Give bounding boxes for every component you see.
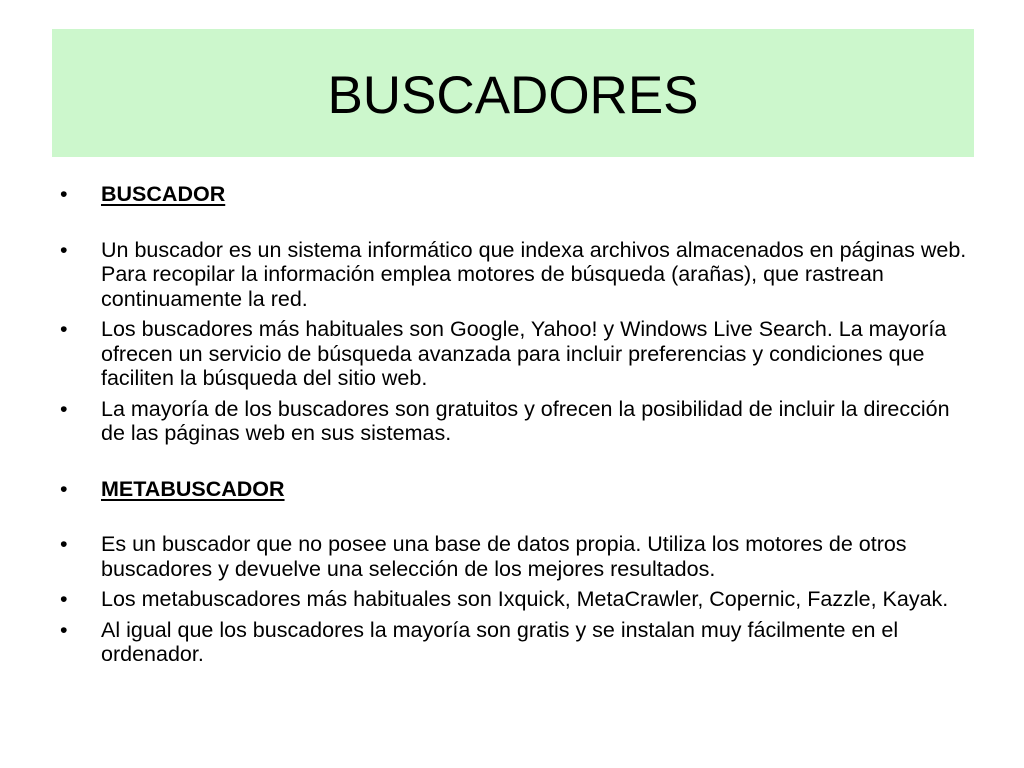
bullet-item: • Es un buscador que no posee una base de datos propia. Utiliza los motores de otros buscadores y devuelve una selección de los mejores resultados. bbox=[60, 532, 970, 581]
slide-body bbox=[60, 182, 970, 667]
section-heading-text: METABUSCADOR bbox=[101, 476, 285, 501]
section-heading-buscador bbox=[60, 182, 970, 207]
section-heading-metabuscador bbox=[60, 477, 970, 502]
bullet-item: • Los metabuscadores más habituales son Ixquick, MetaCrawler, Copernic, Fazzle, Kayak. bbox=[60, 587, 970, 612]
bullet-item: • Un buscador es un sistema informático que indexa archivos almacenados en páginas web. Para recopilar la información emplea motores de búsqueda (arañas), que rastrean continuamente la red. bbox=[60, 238, 970, 312]
section-heading-text: BUSCADOR bbox=[101, 182, 226, 206]
slide-title: BUSCADORES bbox=[327, 65, 699, 125]
bullet-item: • La mayoría de los buscadores son gratuitos y ofrecen la posibilidad de incluir la dirección de las páginas web en sus sistemas. bbox=[60, 397, 970, 446]
bullet-item: • Al igual que los buscadores la mayoría son gratis y se instalan muy fácilmente en el ordenador. bbox=[60, 618, 970, 667]
bullet-item: • Los buscadores más habituales son Google, Yahoo! y Windows Live Search. La mayoría ofrecen un servicio de búsqueda avanzada para incluir preferencias y condiciones que faciliten la búsqueda del sitio web. bbox=[60, 317, 970, 391]
title-box bbox=[52, 29, 974, 157]
